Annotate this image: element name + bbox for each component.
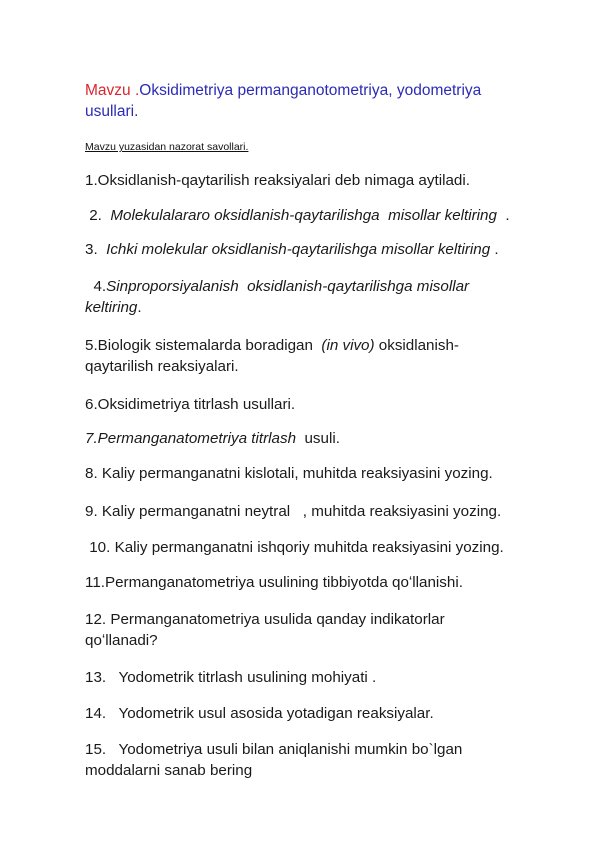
- question-item: 1.Oksidlanish-qaytarilish reaksiyalari deb nimaga aytiladi.: [85, 172, 470, 189]
- question-item: [85, 239, 555, 260]
- question-item: 8. Kaliy permanganatni kislotali, muhitda reaksiyasini yozing.: [85, 465, 493, 482]
- question-item: [85, 276, 505, 318]
- question-item: 14. Yodometrik usul asosida yotadigan reaksiyalar.: [85, 705, 434, 722]
- question-number: 2.: [85, 207, 111, 224]
- question-italic-text: Sinproporsiyalanish oksidlanish-qaytarilishga misollar keltiring: [85, 278, 474, 316]
- question-item: 12. Permanganatometriya usulida qanday indikatorlar qoʻllanadi?: [85, 611, 449, 649]
- question-number: 3.: [85, 241, 107, 258]
- question-tail: .: [496, 207, 510, 224]
- question-item: 10. Kaliy permanganatni ishqoriy muhitda reaksiyasini yozing.: [85, 539, 504, 556]
- question-italic-text: 7.Permanganatometriya titrlash: [85, 430, 297, 447]
- page-title: [85, 80, 525, 122]
- question-item: 6.Oksidimetriya titrlash usullari.: [85, 396, 296, 413]
- question-item: 11.Permanganatometriya usulining tibbiyotda qoʻllanishi.: [85, 574, 463, 591]
- title-topic: Oksidimetriya permanganotometriya, yodometriya usullari.: [85, 82, 482, 120]
- question-text: 5.Biologik sistemalarda boradigan: [85, 337, 322, 354]
- question-item: [85, 428, 555, 449]
- question-italic-text: (in vivo): [321, 337, 375, 354]
- question-tail: usuli.: [296, 430, 340, 447]
- question-item: [85, 335, 515, 377]
- question-item: 9. Kaliy permanganatni neytral , muhitda reaksiyasini yozing.: [85, 503, 502, 520]
- question-item: 13. Yodometrik titrlash usulining mohiyati .: [85, 669, 377, 686]
- question-item: 15. Yodometriya usuli bilan aniqlanishi mumkin bo`lgan moddalarni sanab bering: [85, 741, 467, 779]
- question-item: [85, 205, 555, 226]
- question-tail: .: [137, 299, 142, 316]
- question-italic-text: Molekulalararo oksidlanish-qaytarilishga misollar keltiring: [110, 207, 497, 224]
- question-tail: .: [490, 241, 499, 258]
- question-number: 4.: [85, 278, 107, 295]
- section-subheading: Mavzu yuzasidan nazorat savollari.: [85, 141, 249, 153]
- question-italic-text: Ichki molekular oksidlanish-qaytarilishga misollar keltiring: [106, 241, 491, 258]
- question-tail: oksidlanish-qaytarilish reaksiyalari.: [85, 337, 459, 375]
- title-lead: Mavzu .: [85, 82, 140, 99]
